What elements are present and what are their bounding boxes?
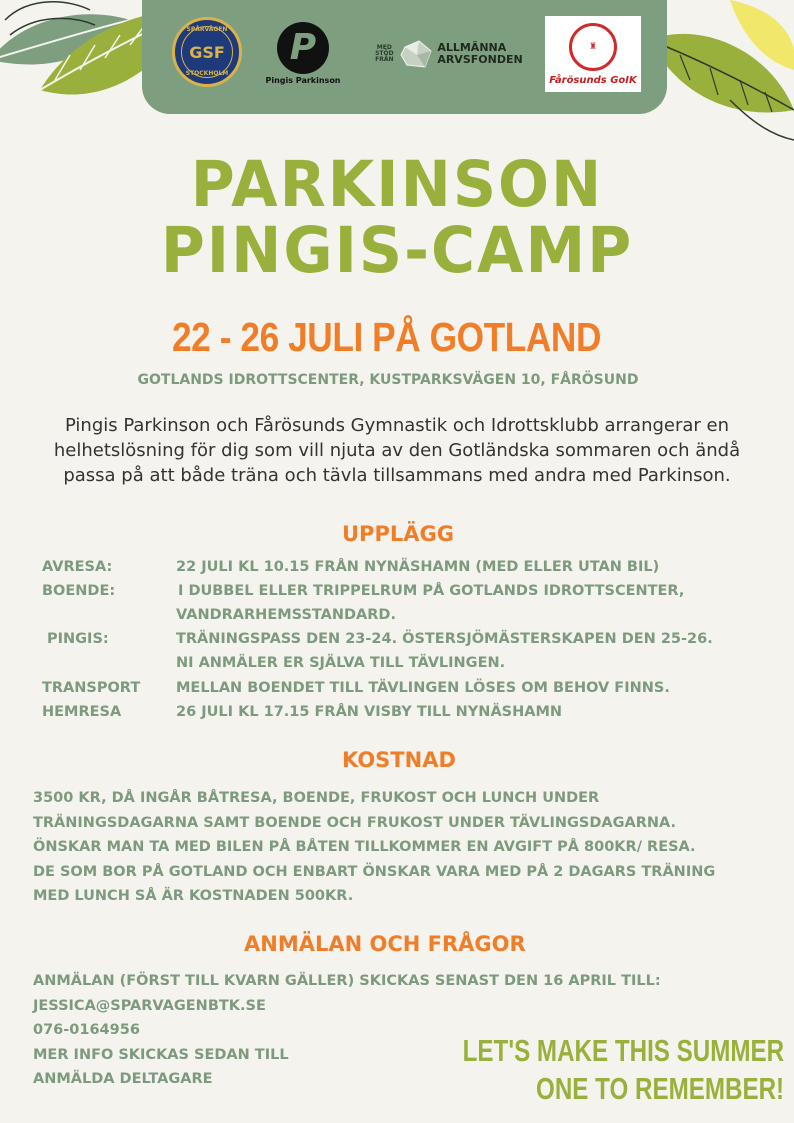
contact-email[interactable]: JESSICA@SPARVAGENBTK.SE: [33, 997, 266, 1014]
gsf-logo: [172, 17, 242, 87]
cost-line: ÖNSKAR MAN TA MED BILEN PÅ BÅTEN TILLKOMMER EN AVGIFT PÅ 800KR/ RESA.: [33, 839, 696, 855]
arv-small-1: MED: [376, 44, 392, 51]
schedule-value: VANDRARHEMSSTANDARD.: [176, 607, 396, 623]
pingis-logo-name: Pingis Parkinson: [265, 75, 341, 85]
schedule-label: HEMRESA: [42, 704, 122, 720]
schedule-value: I DUBBEL ELLER TRIPPELRUM PÅ GOTLANDS IDROTTSCENTER,: [178, 583, 685, 599]
venue-address: GOTLANDS IDROTTSCENTER, KUSTPARKSVÄGEN 10, FÅRÖSUND: [137, 372, 639, 388]
farosunds-goik-logo: [545, 16, 641, 92]
intro-paragraph: Pingis Parkinson och Fårösunds Gymnastik och Idrottsklubb arrangerar en helhetslösning för dig som vill njuta av den Gotländska sommaren och ändå passa på att både träna och tävla tillsammans med andra med Parkinson.: [53, 415, 741, 486]
schedule-value: 22 JULI KL 10.15 FRÅN NYNÄSHAMN (MED ELLER UTAN BIL): [176, 559, 660, 575]
gsf-logo-top-text: SPÅRVÄGEN: [186, 26, 228, 33]
contact-line: MER INFO SKICKAS SEDAN TILL: [33, 1046, 289, 1063]
schedule-value: 26 JULI KL 17.15 FRÅN VISBY TILL NYNÄSHAMN: [176, 704, 563, 720]
cost-line: DE SOM BOR PÅ GOTLAND OCH ENBART ÖNSKAR VARA MED PÅ 2 DAGARS TRÄNING: [33, 863, 716, 880]
slogan: [463, 1032, 784, 1108]
contact-phone[interactable]: 076-0164956: [33, 1022, 140, 1038]
arv-line1: ALLMÄNNA: [437, 41, 507, 54]
arv-line2: ARVSFONDEN: [437, 53, 523, 66]
schedule-value: MELLAN BOENDET TILL TÄVLINGEN LÖSES OM BEHOV FINNS.: [176, 680, 670, 696]
schedule-label: AVRESA:: [42, 559, 113, 575]
schedule-label: BOENDE:: [42, 583, 116, 599]
schedule-label: TRANSPORT: [42, 680, 141, 696]
title-line-2: PINGIS-CAMP: [160, 214, 634, 288]
schedule-value: NI ANMÄLER ER SJÄLVA TILL TÄVLINGEN.: [176, 655, 506, 671]
contact-line: ANMÄLDA DELTAGARE: [33, 1071, 213, 1087]
farosund-badge-icon: ♜: [569, 23, 617, 71]
cost-line: TRÄNINGSDAGARNA SAMT BOENDE OCH FRUKOST UNDER TÄVLINGSDAGARNA.: [33, 814, 677, 831]
pingis-ball-icon: P: [277, 22, 329, 74]
pingis-parkinson-logo: [265, 18, 341, 88]
upplagg-heading: UPPLÄGG: [342, 522, 454, 546]
schedule-value: TRÄNINGSPASS DEN 23-24. ÖSTERSJÖMÄSTERSKAPEN DEN 25-26.: [176, 631, 713, 647]
gsf-logo-bottom-text: STOCKHOLM: [185, 70, 229, 77]
farosund-logo-name: Fårösunds GoIK: [549, 74, 637, 86]
title-line-1: PARKINSON: [190, 148, 604, 222]
arv-small-3: FRÅN: [375, 56, 394, 63]
kostnad-heading: KOSTNAD: [342, 748, 456, 772]
cost-line: 3500 KR, DÅ INGÅR BÅTRESA, BOENDE, FRUKOST OCH LUNCH UNDER: [33, 790, 600, 806]
arvsfonden-logo: [368, 34, 528, 74]
contact-line: ANMÄLAN (FÖRST TILL KVARN GÄLLER) SKICKAS SENAST DEN 16 APRIL TILL:: [33, 973, 661, 989]
event-date: 22 - 26 JULI PÅ GOTLAND: [172, 314, 601, 360]
slogan-line-2: ONE TO REMEMBER!: [535, 1071, 784, 1106]
arv-small-2: STÖD: [375, 50, 394, 57]
slogan-line-1: LET'S MAKE THIS SUMMER: [462, 1033, 784, 1068]
anmalan-heading: ANMÄLAN OCH FRÅGOR: [244, 932, 526, 956]
arvsfonden-gem-icon: [399, 39, 433, 69]
schedule-label: PINGIS:: [47, 631, 109, 647]
gsf-logo-mark: GSF: [189, 42, 225, 62]
cost-line: MED LUNCH SÅ ÄR KOSTNADEN 500KR.: [33, 888, 354, 904]
cost-text: [33, 786, 783, 909]
